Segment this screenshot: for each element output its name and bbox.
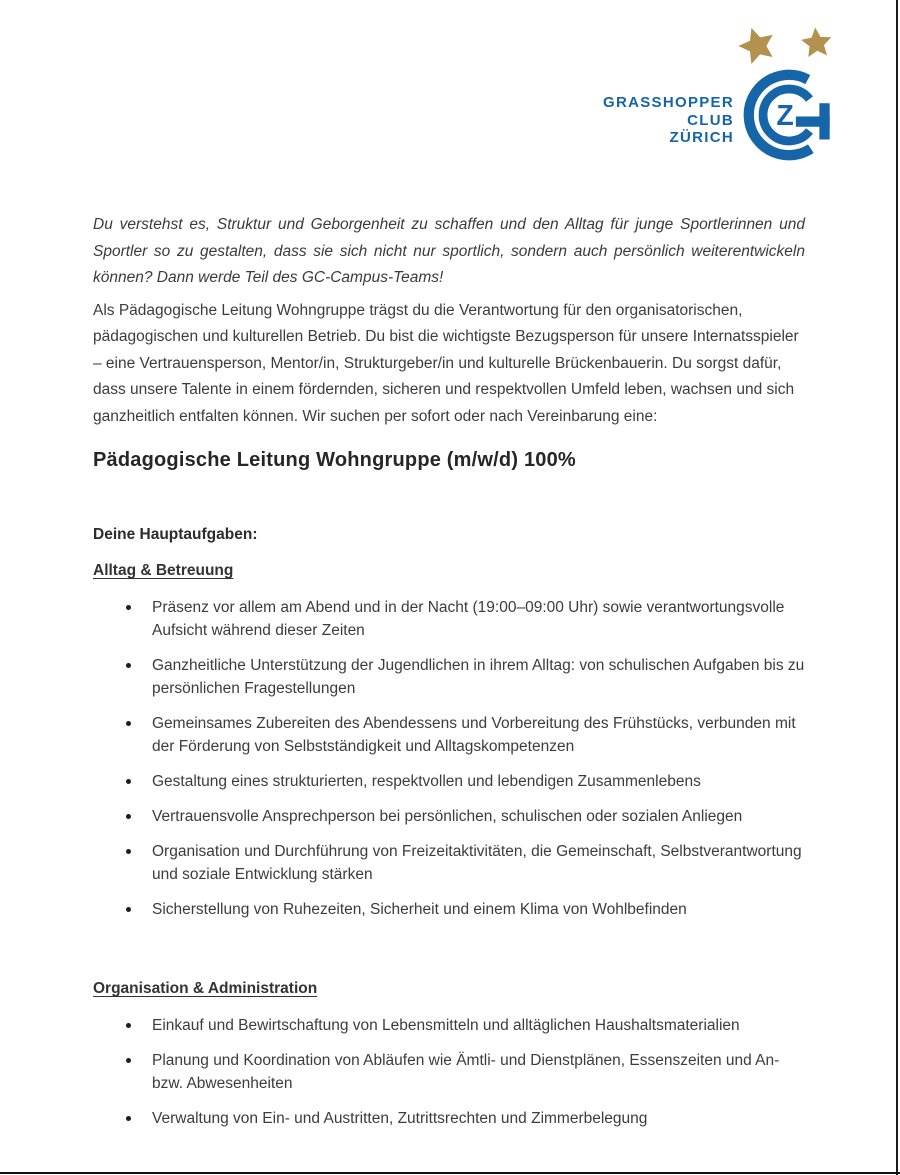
task-item: Ganzheitliche Unterstützung der Jugendlichen in ihrem Alltag: von schulischen Aufgaben bis zu persönlichen Fragestellungen	[93, 654, 805, 700]
section-heading-alltag-betreuung: Alltag & Betreuung	[93, 562, 234, 579]
task-list-alltag-betreuung	[93, 596, 805, 921]
page-border-bottom	[0, 1172, 900, 1174]
tasks-heading: Deine Hauptaufgaben:	[93, 526, 258, 543]
task-item: Verwaltung von Ein- und Austritten, Zutrittsrechten und Zimmerbelegung	[93, 1107, 805, 1130]
job-title: Pädagogische Leitung Wohngruppe (m/w/d) 100%	[93, 449, 576, 471]
task-item: Planung und Koordination von Abläufen wie Ämtli- und Dienstplänen, Essenszeiten und An- bzw. Abwesenheiten	[93, 1049, 805, 1095]
role-description-paragraph: Als Pädagogische Leitung Wohngruppe trägst du die Verantwortung für den organisatorischen, pädagogischen und kulturellen Betrieb. Du bist die wichtigste Bezugsperson für unsere Internatsspieler – eine Vertrauensperson, Mentor/in, Strukturgeber/in und kulturelle Brückenbauerin. Du sorgst dafür, dass unsere Talente in einem fördernden, sicheren und respektvollen Umfeld leben, wachsen und sich ganzheitlich entfalten können. Wir suchen per sofort oder nach Vereinbarung eine:	[93, 301, 799, 425]
task-item: Organisation und Durchführung von Freizeitaktivitäten, die Gemeinschaft, Selbstverantwortung und soziale Entwicklung stärken	[93, 840, 805, 886]
star-icon	[729, 17, 784, 72]
job-posting-body	[93, 212, 805, 1130]
task-item: Gestaltung eines strukturierten, respektvollen und lebendigen Zusammenlebens	[93, 770, 805, 793]
intro-teaser-paragraph: Du verstehst es, Struktur und Geborgenheit zu schaffen und den Alltag für junge Sportlerinnen und Sportler so zu gestalten, dass sie sich nicht nur sportlich, sondern auch persönlich weiterentwickeln können? Dann werde Teil des GC-Campus-Teams!	[93, 216, 805, 286]
club-logo	[0, 0, 900, 164]
task-item: Einkauf und Bewirtschaftung von Lebensmitteln und alltäglichen Haushaltsmaterialien	[93, 1014, 805, 1037]
gc-monogram-letter: Z	[776, 99, 794, 132]
section-heading-organisation-administration: Organisation & Administration	[93, 980, 318, 997]
page-border-right	[896, 0, 898, 1175]
club-wordmark-line-1: GRASSHOPPER	[603, 94, 734, 111]
club-wordmark	[603, 94, 734, 147]
task-item: Präsenz vor allem am Abend und in der Nacht (19:00–09:00 Uhr) sowie verantwortungsvolle Aufsicht während dieser Zeiten	[93, 596, 805, 642]
club-crest-block	[740, 22, 838, 164]
club-wordmark-line-3: ZÜRICH	[669, 129, 734, 146]
task-item: Sicherstellung von Ruhezeiten, Sicherheit und einem Klima von Wohlbefinden	[93, 898, 805, 921]
club-wordmark-line-2: CLUB	[687, 111, 734, 129]
task-list-organisation-administration	[93, 1014, 805, 1130]
task-item: Vertrauensvolle Ansprechperson bei persönlichen, schulischen oder sozialen Anliegen	[93, 805, 805, 828]
gc-crest-icon	[740, 66, 838, 164]
star-icon	[796, 22, 836, 62]
task-item: Gemeinsames Zubereiten des Abendessens und Vorbereitung des Frühstücks, verbunden mit der Förderung von Selbstständigkeit und Alltagskompetenzen	[93, 712, 805, 758]
